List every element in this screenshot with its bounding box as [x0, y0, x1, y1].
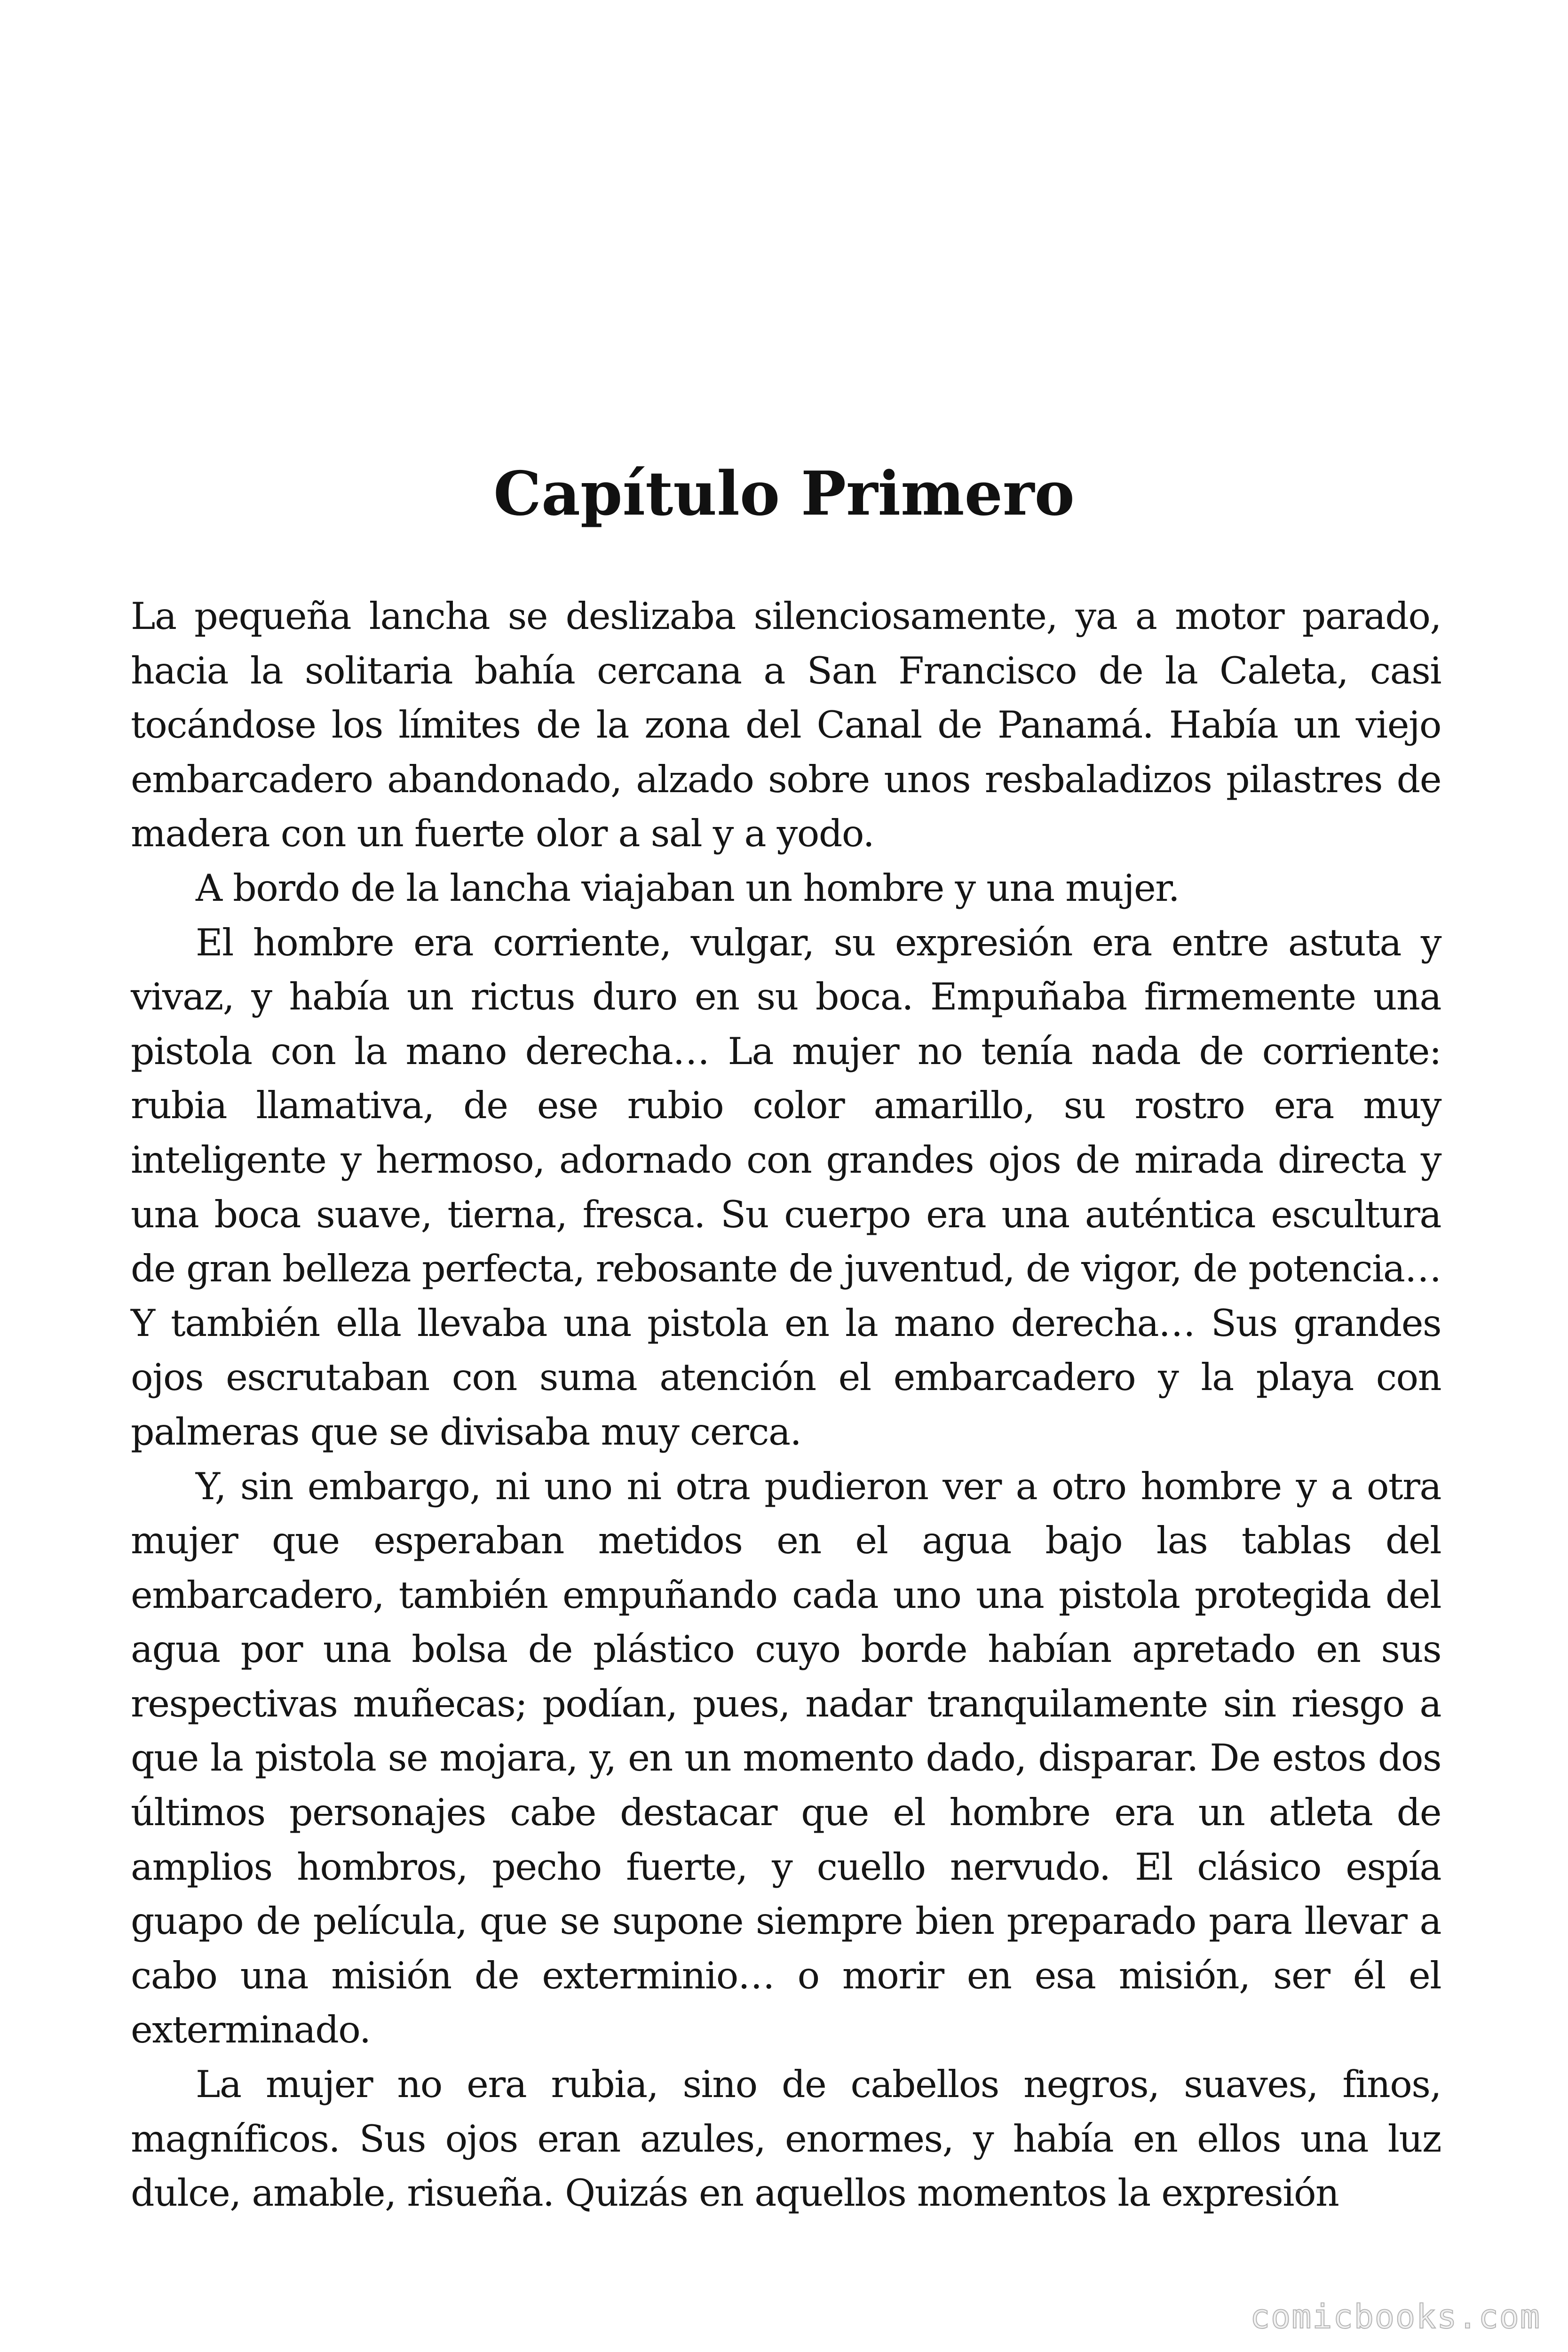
watermark: comicbooks.com [1250, 2297, 1541, 2336]
chapter-title: Capítulo Primero [493, 459, 1075, 529]
paragraph-1: La pequeña lancha se deslizaba silenciosamente, ya a motor parado, hacia la solitaria bahía cercana a San Francisco de la Caleta, casi tocándose los límites de la zona del Canal de Panamá. Había un viejo embarcadero abandonado, alzado sobre unos resbaladizos pilastres de madera con un fuerte olor a sal y a yodo. [131, 595, 1441, 856]
paragraph-4: Y, sin embargo, ni uno ni otra pudieron ver a otro hombre y a otra mujer que esperaban metidos en el agua bajo las tablas del embarcadero, también empuñando cada uno una pistola protegida del agua por una bolsa de plástico cuyo borde habían apretado en sus respectivas muñecas; podían, pues, nadar tranquilamente sin riesgo a que la pistola se mojara, y, en un momento dado, disparar. De estos dos últimos personajes cabe destacar que el hombre era un atleta de amplios hombros, pecho fuerte, y cuello nervudo. El clásico espía guapo de película, que se supone siempre bien preparado para llevar a cabo una misión de exterminio… o morir en esa misión, ser él el exterminado. [131, 1464, 1441, 2052]
paragraph-3: El hombre era corriente, vulgar, su expresión era entre astuta y vivaz, y había un rictus duro en su boca. Empuñaba firmemente una pistola con la mano derecha… La mujer no tenía nada de corriente: rubia llamativa, de ese rubio color amarillo, su rostro era muy inteligente y hermoso, adornado con grandes ojos de mirada directa y una boca suave, tierna, fresca. Su cuerpo era una auténtica escultura de gran belleza perfecta, rebosante de juventud, de vigor, de potencia… Y también ella llevaba una pistola en la mano derecha… Sus grandes ojos escrutaban con suma atención el embarcadero y la playa con palmeras que se divisaba muy cerca. [131, 921, 1441, 1454]
chapter-body [131, 589, 1441, 2221]
paragraph-2: A bordo de la lancha viajaban un hombre y una mujer. [196, 866, 1180, 910]
paragraph-5: La mujer no era rubia, sino de cabellos negros, suaves, finos, magníficos. Sus ojos eran azules, enormes, y había en ellos una luz dulce, amable, risueña. Quizás en aquellos momentos la expresión [131, 2063, 1441, 2215]
